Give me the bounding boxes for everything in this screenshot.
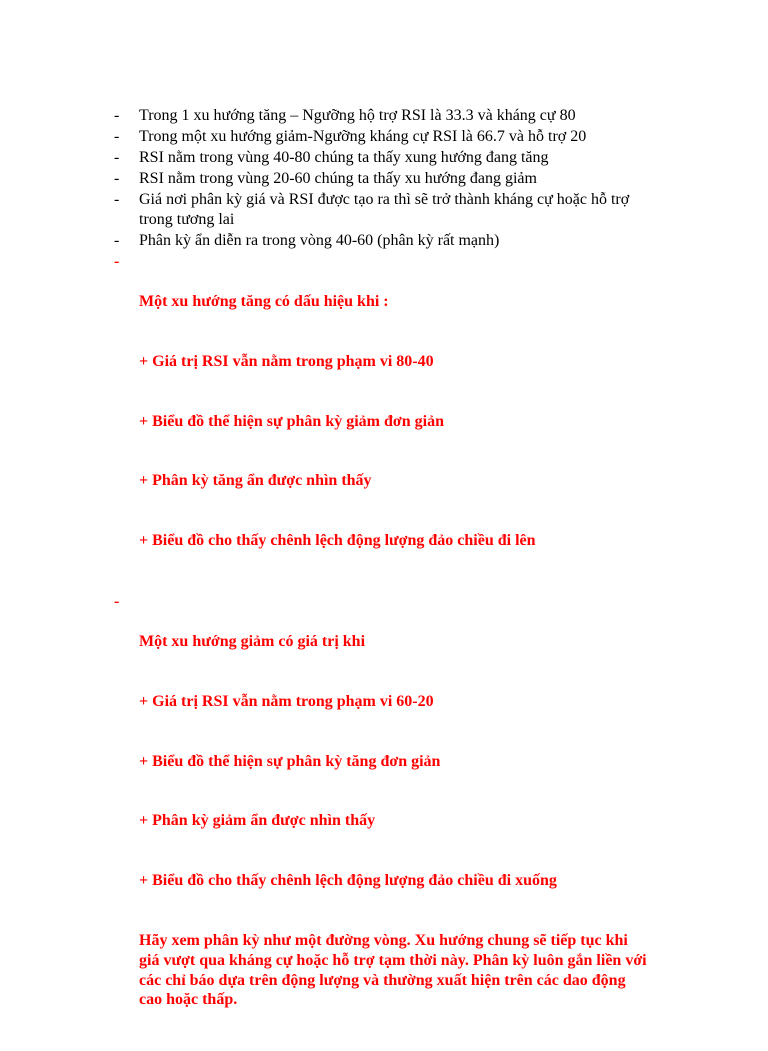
list-item-text: RSI nằm trong vùng 40-80 chúng ta thấy xung hướng đang tăng xyxy=(139,149,549,166)
uptrend-point: + Phân kỳ tăng ẩn được nhìn thấy xyxy=(139,472,372,490)
downtrend-point: + Biểu đồ thể hiện sự phân kỳ tăng đơn giản xyxy=(139,752,441,770)
list-marker: - xyxy=(114,253,120,270)
downtrend-heading: Một xu hướng giảm có giá trị khi xyxy=(139,632,366,650)
list-item xyxy=(114,231,684,251)
list-marker: - xyxy=(114,191,120,208)
list-item-text: Trong 1 xu hướng tăng – Ngưỡng hộ trợ RSI là 33.3 và kháng cự 80 xyxy=(139,107,576,124)
list-marker: - xyxy=(114,592,120,610)
list-item-text: Giá nơi phân kỳ giá và RSI được tạo ra thì sẽ trở thành kháng cự hoặc hỗ trợ trong tương lai xyxy=(139,191,630,228)
list-marker: - xyxy=(114,232,120,249)
list-marker: - xyxy=(114,170,120,187)
list-marker: - xyxy=(114,107,120,124)
list-item xyxy=(114,169,684,189)
downtrend-point: + Giá trị RSI vẫn nằm trong phạm vi 60-20 xyxy=(139,692,434,710)
downtrend-point: + Biểu đồ cho thấy chênh lệch động lượng đảo chiều đi xuống xyxy=(139,872,557,890)
bullet-list xyxy=(114,106,684,1051)
uptrend-point: + Giá trị RSI vẫn nằm trong phạm vi 80-40 xyxy=(139,352,434,370)
downtrend-section xyxy=(114,592,684,1050)
uptrend-section xyxy=(114,252,684,591)
list-item-text: Phân kỳ ẩn diễn ra trong vòng 40-60 (phân kỳ rất mạnh) xyxy=(139,232,500,249)
list-item xyxy=(114,106,684,126)
downtrend-point: + Phân kỳ giảm ẩn được nhìn thấy xyxy=(139,812,376,830)
list-item xyxy=(114,148,684,168)
list-item xyxy=(114,127,684,147)
uptrend-point: + Biểu đồ thể hiện sự phân kỳ giảm đơn giản xyxy=(139,412,444,430)
list-item-text: Trong một xu hướng giảm-Ngưỡng kháng cự RSI là 66.7 và hỗ trợ 20 xyxy=(139,128,587,145)
uptrend-content xyxy=(139,252,684,591)
downtrend-content xyxy=(139,592,684,1050)
divergence-note: Hãy xem phân kỳ như một đường vòng. Xu hướng chung sẽ tiếp tục khi giá vượt qua kháng cự hoặc hỗ trợ tạm thời này. Phân kỳ luôn gắn liền với các chỉ báo dựa trên động lượng và thường xuất hiện trên các dao động cao hoặc thấp. xyxy=(139,931,647,1009)
list-marker: - xyxy=(114,149,120,166)
list-item xyxy=(114,190,684,230)
list-marker: - xyxy=(114,128,120,145)
list-item-text: RSI nằm trong vùng 20-60 chúng ta thấy xu hướng đang giảm xyxy=(139,170,537,187)
uptrend-heading: Một xu hướng tăng có dấu hiệu khi : xyxy=(139,293,389,310)
uptrend-point: + Biểu đồ cho thấy chênh lệch động lượng đảo chiều đi lên xyxy=(139,532,536,550)
